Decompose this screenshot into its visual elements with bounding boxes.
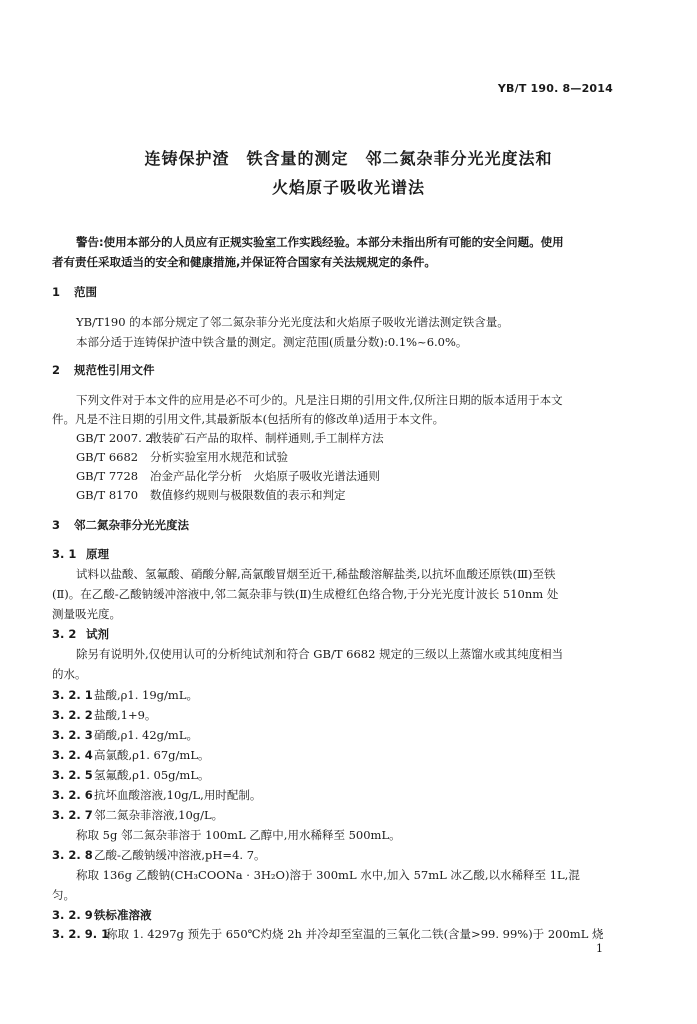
page-number: 1 (596, 942, 603, 955)
reagent-3-2-8-note-line1: 称取 136g 乙酸钠(CH₃COONa · 3H₂O)溶于 300mL 水中,加入 57mL 冰乙酸,以水稀释至 1L,混 (76, 868, 580, 882)
warning-line1: 警告:使用本部分的人员应有正规实验室工作实践经验。本部分未指出所有可能的安全问题。使用 (76, 235, 564, 249)
section-1-para1: YB/T190 的本部分规定了邻二氮杂菲分光光度法和火焰原子吸收光谱法测定铁含量。 (76, 315, 509, 329)
section-3-1-para-line3: 测量吸光度。 (52, 607, 121, 621)
section-2-para1-line1: 下列文件对于本文件的应用是必不可少的。凡是注日期的引用文件,仅所注日期的版本适用于本文 (76, 393, 563, 407)
section-3-1-para-line1: 试料以盐酸、氢氟酸、硝酸分解,高氯酸冒烟至近干,稀盐酸溶解盐类,以抗坏血酸还原铁(Ⅲ)至铁 (76, 567, 556, 581)
reagent-3-2-8-note-line2: 匀。 (52, 888, 75, 902)
section-3-2-para-line2: 的水。 (52, 667, 87, 681)
section-2-title: 规范性引用文件 (74, 363, 155, 377)
document-title-line1: 连铸保护渣 铁含量的测定 邻二氮杂菲分光光度法和 (144, 149, 553, 168)
section-2-number: 2 (52, 363, 61, 377)
section-3-2-number: 3. 2 (52, 627, 77, 641)
reagent-number: 3. 2. 9 (52, 908, 93, 922)
reagent-number: 3. 2. 9. 1 (52, 927, 110, 941)
document-title-line2: 火焰原子吸收光谱法 (271, 178, 425, 197)
reagent-number: 3. 2. 3 (52, 728, 93, 742)
reagent-text: 盐酸,1+9。 (94, 708, 157, 722)
reagent-text: 高氯酸,ρ1. 67g/mL。 (94, 748, 210, 762)
reagent-3-2-9-title: 铁标准溶液 (94, 908, 152, 922)
ref-name: 分析实验室用水规范和试验 (150, 450, 288, 464)
reagent-number: 3. 2. 6 (52, 788, 93, 802)
reagent-text: 抗坏血酸溶液,10g/L,用时配制。 (94, 788, 262, 802)
section-1-para2: 本部分适于连铸保护渣中铁含量的测定。测定范围(质量分数):0.1%~6.0%。 (76, 335, 468, 349)
section-1-title: 范围 (74, 285, 97, 299)
reagent-number: 3. 2. 5 (52, 768, 93, 782)
section-3-1-number: 3. 1 (52, 547, 77, 561)
reagent-text: 称取 1. 4297g 预先于 650℃灼烧 2h 并冷却至室温的三氧化二铁(含量>99. 99%)于 200mL 烧 (106, 927, 604, 941)
reagent-3-2-7-note: 称取 5g 邻二氮杂菲溶于 100mL 乙醇中,用水稀释至 500mL。 (76, 828, 401, 842)
reagent-text: 硝酸,ρ1. 42g/mL。 (94, 728, 198, 742)
section-3-number: 3 (52, 518, 61, 532)
ref-name: 数值修约规则与极限数值的表示和判定 (150, 488, 346, 502)
section-3-1-title: 原理 (86, 547, 109, 561)
reagent-number: 3. 2. 1 (52, 688, 93, 702)
standard-code: YB/T 190. 8—2014 (497, 82, 613, 95)
reagent-text: 邻二氮杂菲溶液,10g/L。 (94, 808, 224, 822)
ref-code: GB/T 6682 (76, 450, 139, 464)
reagent-number: 3. 2. 7 (52, 808, 93, 822)
ref-code: GB/T 2007. 2 (76, 431, 153, 445)
section-1-number: 1 (52, 285, 61, 299)
section-2-para1-line2: 件。凡是不注日期的引用文件,其最新版本(包括所有的修改单)适用于本文件。 (52, 412, 445, 426)
section-3-1-para-line2: (Ⅱ)。在乙酸-乙酸钠缓冲溶液中,邻二氮杂菲与铁(Ⅱ)生成橙红色络合物,于分光光度计波长 510nm 处 (52, 587, 559, 601)
ref-code: GB/T 8170 (76, 488, 139, 502)
reagent-number: 3. 2. 2 (52, 708, 93, 722)
section-3-2-para-line1: 除另有说明外,仅使用认可的分析纯试剂和符合 GB/T 6682 规定的三级以上蒸馏水或其纯度相当 (76, 647, 564, 661)
ref-name: 散装矿石产品的取样、制样通则,手工制样方法 (150, 431, 384, 445)
ref-code: GB/T 7728 (76, 469, 139, 483)
section-3-title: 邻二氮杂菲分光光度法 (74, 518, 189, 532)
reagent-text: 乙酸-乙酸钠缓冲溶液,pH=4. 7。 (94, 848, 266, 862)
reagent-text: 氢氟酸,ρ1. 05g/mL。 (94, 768, 210, 782)
reagent-number: 3. 2. 8 (52, 848, 93, 862)
reagent-number: 3. 2. 4 (52, 748, 93, 762)
warning-line2: 者有责任采取适当的安全和健康措施,并保证符合国家有关法规规定的条件。 (52, 255, 436, 269)
section-3-2-title: 试剂 (86, 627, 109, 641)
reagent-text: 盐酸,ρ1. 19g/mL。 (94, 688, 198, 702)
ref-name: 冶金产品化学分析 火焰原子吸收光谱法通则 (150, 469, 380, 483)
